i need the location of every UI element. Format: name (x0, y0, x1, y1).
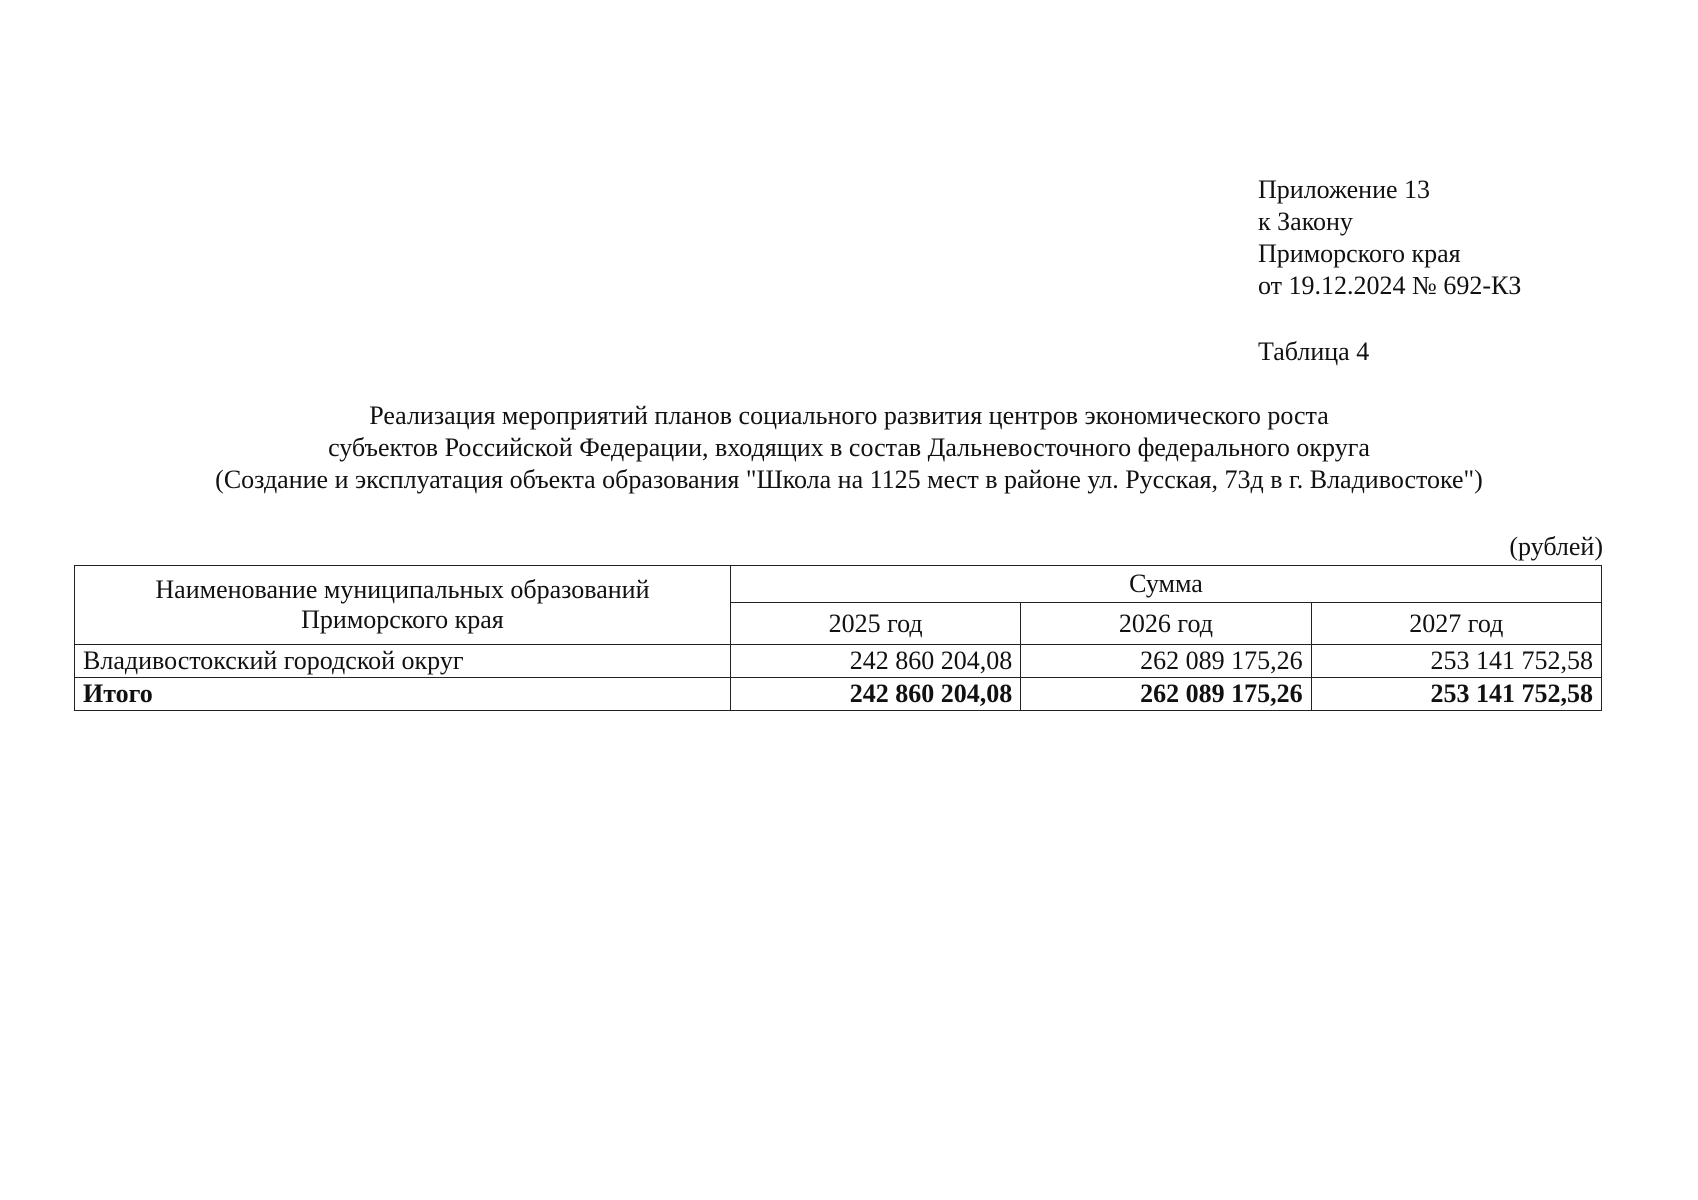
header-sum: Сумма (730, 566, 1601, 603)
title-line-3: (Создание и эксплуатация объекта образования "Школа на 1125 мест в районе ул. Русская, 73д в г. Владивостоке") (215, 465, 1483, 494)
header-municipality (75, 566, 731, 645)
table-number-label: Таблица 4 (1258, 337, 1370, 366)
header-municipality-line-2: Приморского края (301, 605, 504, 634)
total-value-2025: 242 860 204,08 (730, 678, 1020, 711)
appendix-line-4: от 19.12.2024 № 692-КЗ (1258, 271, 1522, 300)
total-row (75, 678, 1602, 711)
title-line-2: субъектов Российской Федерации, входящих в состав Дальневосточного федерального округа (328, 433, 1370, 462)
row-municipality-name: Владивостокский городской округ (75, 645, 731, 678)
document-title (0, 400, 1698, 496)
header-year-2027: 2027 год (1311, 603, 1601, 645)
appendix-line-3: Приморского края (1258, 239, 1461, 268)
units-label: (рублей) (1509, 532, 1603, 561)
header-year-2025: 2025 год (730, 603, 1020, 645)
row-value-2025: 242 860 204,08 (730, 645, 1020, 678)
total-label: Итого (75, 678, 731, 711)
appendix-line-2: к Закону (1258, 207, 1353, 236)
header-year-2026: 2026 год (1021, 603, 1311, 645)
total-value-2026: 262 089 175,26 (1021, 678, 1311, 711)
title-line-1: Реализация мероприятий планов социального развития центров экономического роста (369, 401, 1329, 430)
header-municipality-line-1: Наименование муниципальных образований (155, 575, 650, 604)
row-value-2026: 262 089 175,26 (1021, 645, 1311, 678)
appendix-reference (1258, 174, 1521, 302)
total-value-2027: 253 141 752,58 (1311, 678, 1601, 711)
table-row (75, 645, 1602, 678)
appendix-line-1: Приложение 13 (1258, 175, 1431, 204)
budget-table (74, 565, 1602, 711)
row-value-2027: 253 141 752,58 (1311, 645, 1601, 678)
